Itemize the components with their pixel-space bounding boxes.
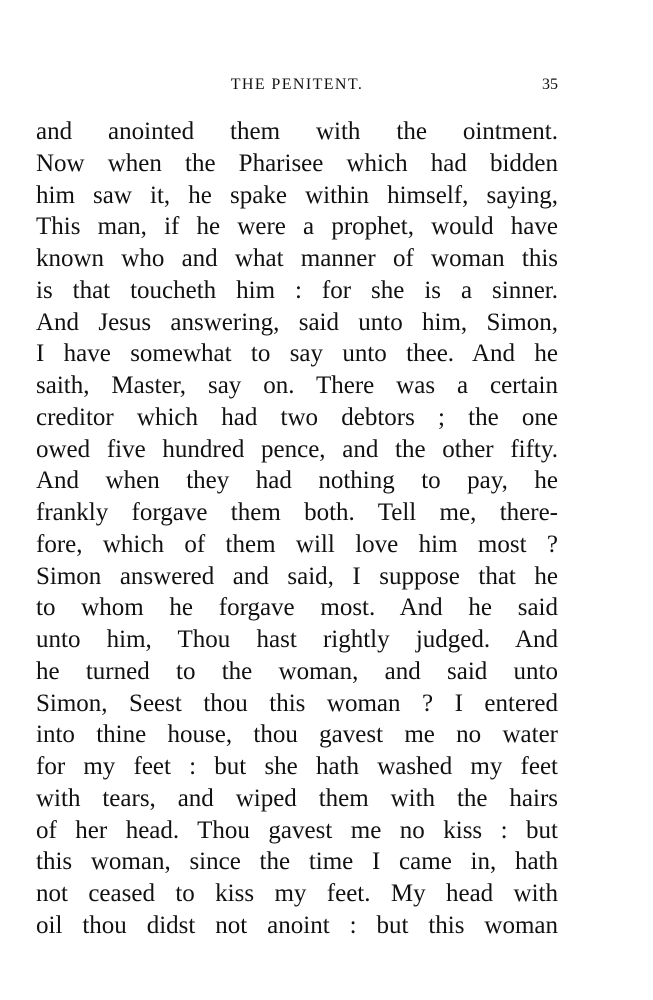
text-line: owed five hundred pence, and the other fifty.: [36, 435, 558, 463]
text-line: known who and what manner of woman this: [36, 245, 558, 272]
text-line: saith, Master, say on. There was a certain: [36, 372, 558, 399]
text-line: And when they had nothing to pay, he: [36, 467, 558, 495]
text-line: not ceased to kiss my feet. My head with: [36, 880, 558, 907]
text-line: oil thou didst not anoint : but this woman: [36, 911, 558, 939]
text-line: this woman, since the time I came in, hath: [36, 848, 558, 876]
text-line: creditor which had two debtors ; the one: [36, 403, 558, 431]
text-line: for my feet : but she hath washed my feet: [36, 753, 558, 780]
text-line: into thine house, thou gavest me no water: [36, 721, 558, 749]
text-line: This man, if he were a prophet, would have: [36, 213, 558, 241]
text-line: unto him, Thou hast rightly judged. And: [36, 626, 558, 653]
body-text: [36, 116, 558, 942]
text-line: to whom he forgave most. And he said: [36, 594, 558, 622]
text-line: I have somewhat to say unto thee. And he: [36, 340, 558, 368]
running-head: [36, 74, 558, 98]
text-line: him saw it, he spake within himself, saying,: [36, 181, 558, 209]
text-line: is that toucheth him : for she is a sinner.: [36, 276, 558, 304]
page-number: 35: [542, 76, 558, 93]
text-line: and anointed them with the ointment.: [36, 118, 558, 145]
text-line: he turned to the woman, and said unto: [36, 657, 558, 685]
text-line: with tears, and wiped them with the hairs: [36, 784, 558, 812]
text-line: Now when the Pharisee which had bidden: [36, 149, 558, 177]
text-line: Simon, Seest thou this woman ? I entered: [36, 689, 558, 717]
running-title: THE PENITENT.: [230, 76, 364, 93]
text-line: And Jesus answering, said unto him, Simon,: [36, 308, 558, 336]
text-line: frankly forgave them both. Tell me, there-: [36, 499, 558, 526]
text-line: of her head. Thou gavest me no kiss : but: [36, 816, 558, 844]
text-line: fore, which of them will love him most ?: [36, 530, 558, 558]
text-line: Simon answered and said, I suppose that he: [36, 562, 558, 590]
